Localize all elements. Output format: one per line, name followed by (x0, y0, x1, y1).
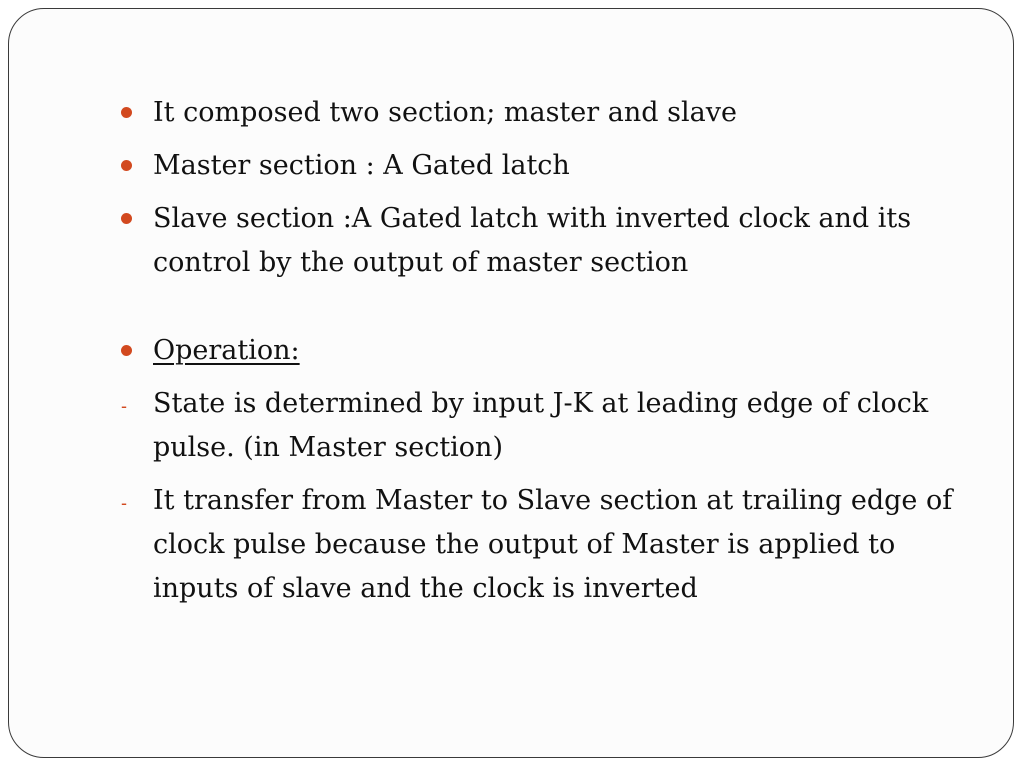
bullet-dot-icon (119, 329, 139, 373)
dash-bullet-icon: - (121, 493, 127, 513)
bullet-text: State is determined by input J-K at leading edge of clock pulse. (in Master section) (153, 388, 929, 463)
bullet-text: It transfer from Master to Slave section at trailing edge of clock pulse because the output of Master is applied to inputs of slave and the clock is inverted (153, 485, 953, 604)
slide-frame (8, 8, 1014, 758)
operation-heading: Operation: (153, 335, 300, 366)
bullet-dot-icon (119, 91, 139, 135)
bullet-item-master-section (117, 144, 977, 188)
bullet-item-operation-heading (117, 329, 977, 373)
bullet-item-slave-section (117, 197, 977, 285)
bullet-text: It composed two section; master and slave (153, 97, 737, 128)
bullet-item-composition (117, 91, 977, 135)
dash-item-transfer (117, 479, 977, 611)
bullet-dot-icon (119, 197, 139, 241)
bullet-text: Master section : A Gated latch (153, 150, 570, 181)
dash-item-state-determined (117, 382, 977, 470)
bullet-text: Slave section :A Gated latch with inverted clock and its control by the output of master section (153, 203, 912, 278)
bullet-list (117, 91, 977, 620)
dash-bullet-icon: - (121, 396, 127, 416)
bullet-dot-icon (119, 144, 139, 188)
